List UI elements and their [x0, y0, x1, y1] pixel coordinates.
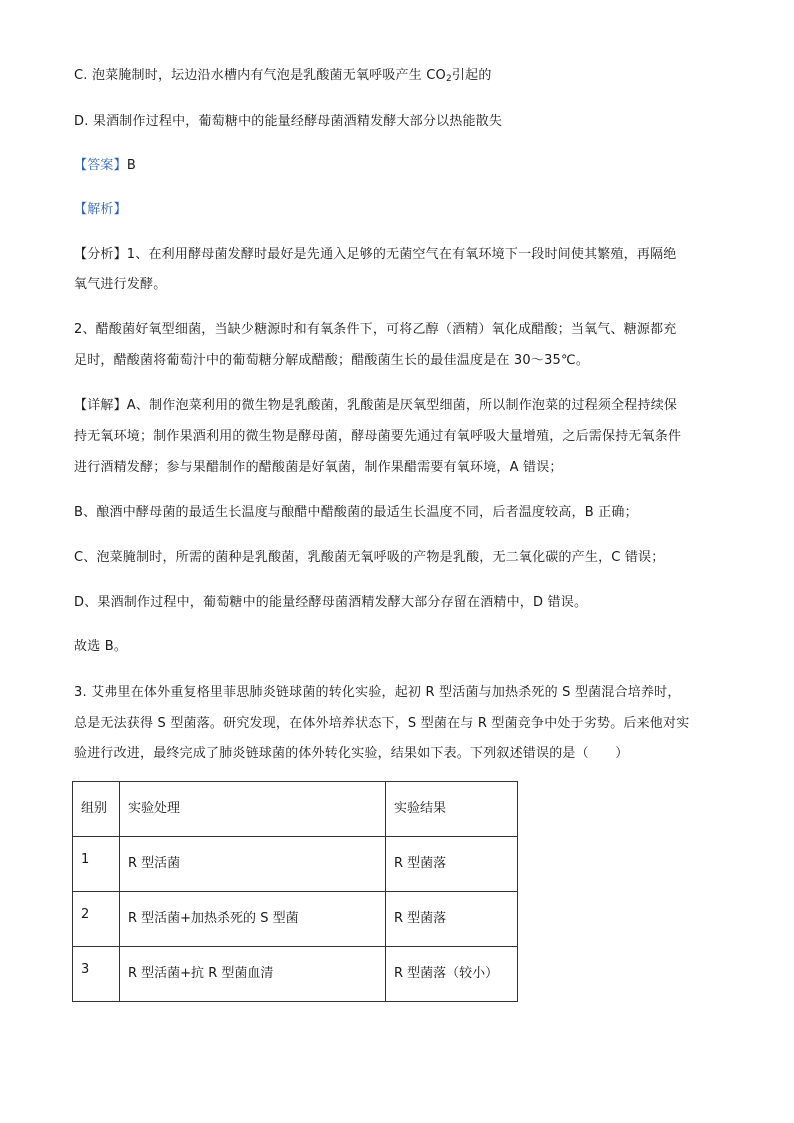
detail-line-1: 【详解】A、制作泡菜利用的微生物是乳酸菌，乳酸菌是厌氧型细菌，所以制作泡菜的过程须全程持续保 — [74, 398, 678, 413]
cell-treatment: R 型活菌+抗 R 型菌血清 — [120, 947, 386, 1002]
co2-subscript: 2 — [445, 74, 452, 84]
table-row — [73, 947, 518, 1002]
option-c — [74, 68, 492, 84]
choose-line: 故选 B。 — [74, 639, 128, 654]
table-row — [73, 837, 518, 892]
table-row — [73, 892, 518, 947]
cell-group: 1 — [73, 837, 120, 892]
answer-tag: 【答案】 — [74, 158, 127, 173]
cell-group: 3 — [73, 947, 120, 1002]
option-c-text: C. 泡菜腌制时，坛边沿水槽内有气泡是乳酸菌无氧呼吸产生 CO — [74, 68, 446, 83]
cell-treatment: R 型活菌+加热杀死的 S 型菌 — [120, 892, 386, 947]
table-header-row — [73, 782, 518, 837]
cell-result: R 型菌落 — [386, 892, 518, 947]
option-d: D. 果酒制作过程中，葡萄糖中的能量经酵母菌酒精发酵大部分以热能散失 — [74, 114, 503, 129]
question-3-line-1: 3. 艾弗里在体外重复格里菲思肺炎链球菌的转化实验，起初 R 型活菌与加热杀死的 S 型菌混合培养时， — [74, 685, 681, 700]
question-3-line-2: 总是无法获得 S 型菌落。研究发现，在体外培养状态下，S 型菌在与 R 型菌竞争中处于劣势。后来他对实 — [74, 716, 690, 731]
detail-b: B、酿酒中酵母菌的最适生长温度与酿醋中醋酸菌的最适生长温度不同，后者温度较高，B 正确； — [74, 505, 638, 520]
cell-result: R 型菌落 — [386, 837, 518, 892]
header-treatment: 实验处理 — [120, 782, 386, 837]
cell-treatment: R 型活菌 — [120, 837, 386, 892]
analysis-line-2: 氧气进行发酵。 — [74, 277, 167, 292]
cell-result: R 型菌落（较小） — [386, 947, 518, 1002]
detail-line-3: 进行酒精发酵；参与果醋制作的醋酸菌是好氧菌，制作果醋需要有氧环境，A 错误； — [74, 460, 563, 475]
analysis-tag: 【解析】 — [74, 202, 127, 217]
point2-line-1: 2、醋酸菌好氧型细菌，当缺少糖源时和有氧条件下，可将乙醇（酒精）氧化成醋酸；当氧气、糖源都充 — [74, 322, 677, 337]
detail-c: C、泡菜腌制时，所需的菌种是乳酸菌，乳酸菌无氧呼吸的产物是乳酸，无二氧化碳的产生，C 错误； — [74, 550, 665, 565]
header-group: 组别 — [73, 782, 120, 837]
detail-d: D、果酒制作过程中，葡萄糖中的能量经酵母菌酒精发酵大部分存留在酒精中，D 错误。 — [74, 595, 588, 610]
answer-line — [74, 158, 136, 174]
header-result: 实验结果 — [386, 782, 518, 837]
point2-line-2: 足时，醋酸菌将葡萄汁中的葡萄糖分解成醋酸；醋酸菌生长的最佳温度是在 30～35℃。 — [74, 353, 590, 368]
answer-value: B — [126, 158, 136, 173]
question-3-line-3: 验进行改进，最终完成了肺炎链球菌的体外转化实验，结果如下表。下列叙述错误的是（ ） — [74, 746, 629, 761]
cell-group: 2 — [73, 892, 120, 947]
option-c-tail: 引起的 — [451, 68, 492, 83]
experiment-table — [72, 781, 518, 1002]
detail-line-2: 持无氧环境；制作果酒利用的微生物是酵母菌，酵母菌要先通过有氧呼吸大量增殖，之后需保持无氧条件 — [74, 429, 682, 444]
analysis-line-1: 【分析】1、在利用酵母菌发酵时最好是先通入足够的无菌空气在有氧环境下一段时间使其繁殖，再隔绝 — [74, 247, 677, 262]
